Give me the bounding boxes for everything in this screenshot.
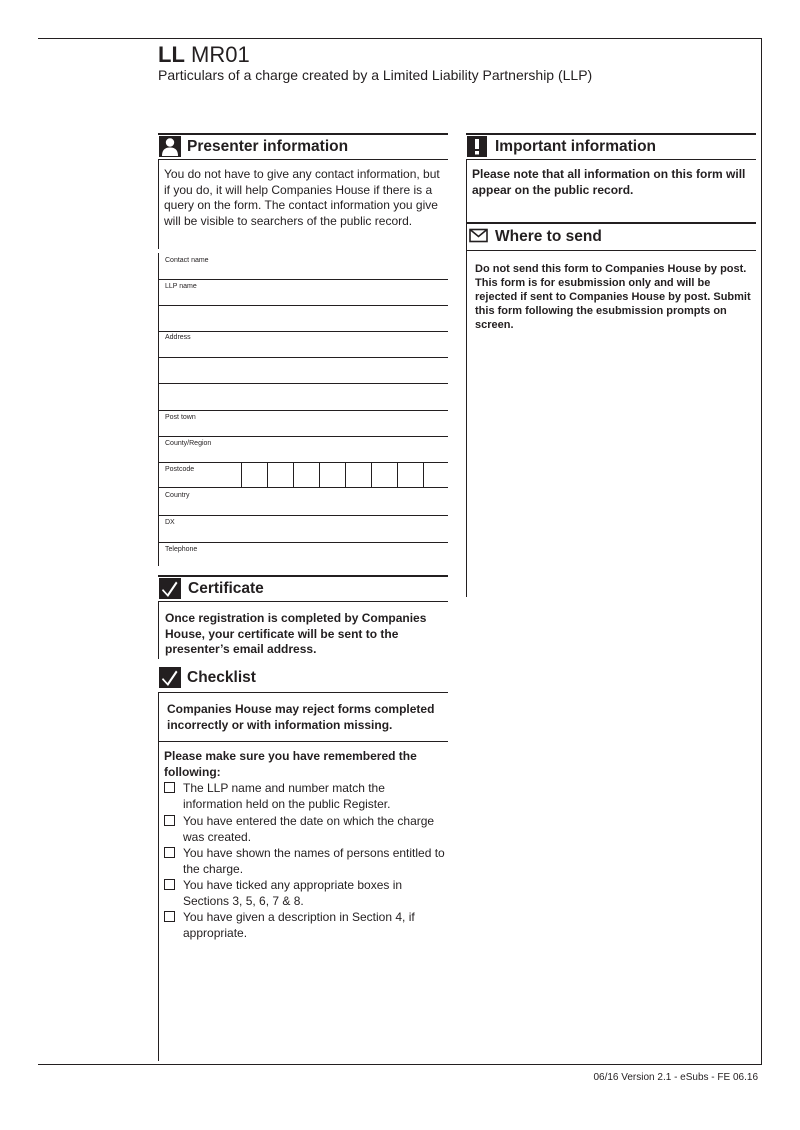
- form-code-number: MR01: [191, 42, 250, 67]
- certificate-title: Certificate: [188, 580, 264, 597]
- checkbox[interactable]: [164, 847, 175, 858]
- checkbox[interactable]: [164, 879, 175, 890]
- postcode-cell: [319, 463, 320, 487]
- postcode-cell: [241, 463, 242, 487]
- where-title: Where to send: [495, 228, 602, 245]
- postcode-cell: [397, 463, 398, 487]
- exclamation-icon: [467, 136, 487, 157]
- checklist-warning: Companies House may reject forms completed incorrectly or with information missing.: [167, 702, 435, 732]
- checklist-item-text: You have shown the names of persons entitled to the charge.: [183, 846, 445, 876]
- where-title-rule: [466, 250, 756, 251]
- telephone-label: Telephone: [165, 546, 198, 553]
- bottom-rule: [38, 1064, 762, 1065]
- presenter-left-rule: [158, 159, 159, 249]
- address-label: Address: [165, 334, 191, 341]
- certificate-text: Once registration is completed by Companies House, your certificate will be sent to the presenter’s email address.: [165, 611, 427, 656]
- postcode-cell: [371, 463, 372, 487]
- certificate-bar: [158, 575, 448, 577]
- right-rule: [761, 38, 762, 1065]
- checklist-prompt: Please make sure you have remembered the following:: [164, 749, 417, 779]
- important-title-rule: [466, 159, 756, 160]
- checklist-item-text: You have entered the date on which the charge was created.: [183, 814, 435, 844]
- top-rule: [38, 38, 762, 39]
- postcode-cell: [423, 463, 424, 487]
- checklist-divider: [158, 741, 448, 742]
- checklist-title: Checklist: [187, 669, 256, 686]
- footer-version: 06/16 Version 2.1 - eSubs - FE 06.16: [593, 1072, 758, 1083]
- checklist-item-text: The LLP name and number match the information held on the public Register.: [183, 781, 391, 811]
- post-town-label: Post town: [165, 414, 196, 421]
- checklist-item-text: You have ticked any appropriate boxes in Sections 3, 5, 6, 7 & 8.: [183, 878, 403, 908]
- postcode-cell: [293, 463, 294, 487]
- important-text: Please note that all information on this form will appear on the public record.: [472, 167, 746, 197]
- checklist-item-text: You have given a description in Section 4, if appropriate.: [183, 910, 415, 940]
- postcode-label: Postcode: [165, 466, 195, 473]
- presenter-title-rule: [158, 159, 448, 160]
- where-text: Do not send this form to Companies House by post. This form is for esubmission only and will be rejected if sent to Companies House by post. Submit this form following the esubmission prompts on screen.: [475, 263, 751, 331]
- certificate-left-rule: [158, 601, 159, 659]
- check-icon: [159, 667, 181, 688]
- important-left-rule: [466, 159, 467, 597]
- country-label: Country: [165, 492, 190, 499]
- postcode-cell: [267, 463, 268, 487]
- form-code: [158, 42, 250, 68]
- where-bar: [466, 222, 756, 224]
- llp-name-label: LLP name: [165, 283, 197, 290]
- form-subtitle: Particulars of a charge created by a Limited Liability Partnership (LLP): [158, 67, 593, 83]
- check-icon: [159, 578, 181, 599]
- presenter-title: Presenter information: [187, 138, 349, 155]
- person-icon: [159, 136, 181, 157]
- checkbox[interactable]: [164, 815, 175, 826]
- important-title: Important information: [495, 138, 657, 155]
- checklist-left-rule: [158, 692, 159, 1061]
- postcode-cell: [345, 463, 346, 487]
- presenter-bar: [158, 133, 448, 135]
- checkbox[interactable]: [164, 911, 175, 922]
- checklist-title-rule: [158, 692, 448, 693]
- certificate-title-rule: [158, 601, 448, 602]
- important-bar: [466, 133, 756, 135]
- contact-name-label: Contact name: [165, 257, 209, 264]
- dx-label: DX: [165, 519, 175, 526]
- checkbox[interactable]: [164, 782, 175, 793]
- county-label: County/Region: [165, 440, 212, 447]
- form-code-prefix: LL: [158, 42, 185, 67]
- presenter-intro: You do not have to give any contact information, but if you do, it will help Companies House if there is a query on the form. The contact information you give will be visible to searchers of the public record.: [164, 167, 440, 228]
- envelope-icon: [469, 228, 489, 243]
